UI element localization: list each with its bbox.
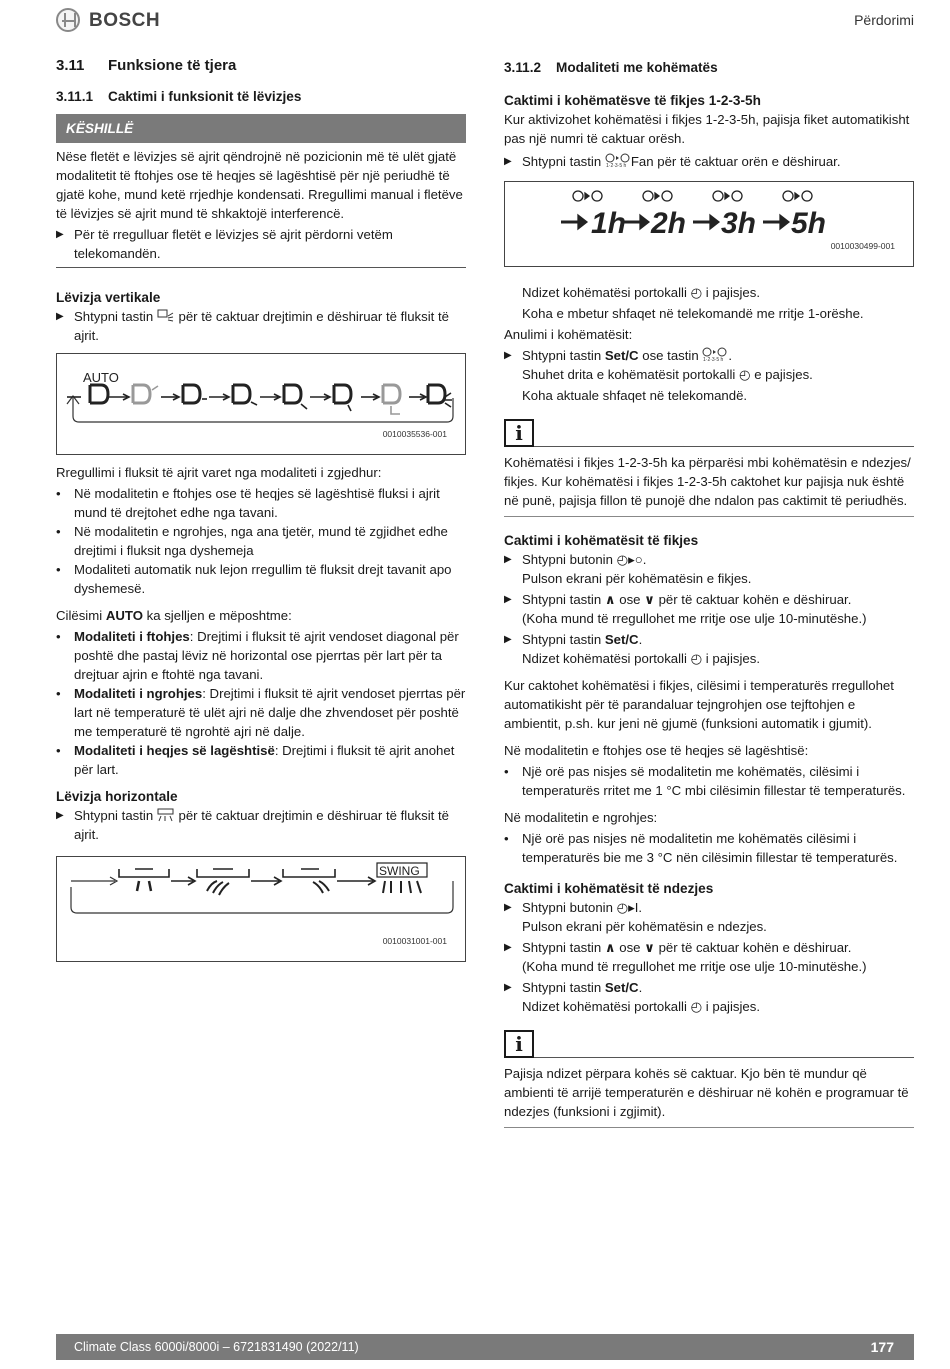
clock-icon: ◴ [690,285,703,300]
list-item: • Një orë pas nisjes së modalitetin me kohëmatës, cilësimi i temperaturës rritet me 1 °C mbi cilësimin fillestar të temperaturës. [504,764,906,798]
sleep-paragraph: Kur caktohet kohëmatësi i fikjes, cilësimi i temperaturës rregullohet automatikisht për të parandaluar tejngrohjen ose tejftohjen e ambientit, p.sh. kur jeni në gjumë (funksioni automatik i gjumit). [504,678,894,731]
bosch-logo [56,8,160,32]
hour-1: 1h [591,207,627,240]
step-arrow-icon: ▶ [504,594,512,605]
fixed-timer-title: Caktimi i kohëmatësve të fikjes 1-2-3-5h [504,93,761,108]
step-arrow-icon: ▶ [56,810,64,821]
product-info: Climate Class 6000i/8000i – 6721831490 (2022/11) [74,1340,359,1354]
horizontal-title: Lëvizja horizontale [56,789,178,804]
cancel-title: Anulimi i kohëmatësit: [504,327,633,342]
figure-id: 0010030499-001 [830,241,895,251]
off-step-2: ▶ Shtypni tastin ∧ ose ∨ për të caktuar kohën e dëshiruar. [504,592,852,607]
heading-3-11: 3.11 Funksione të tjera [56,57,237,74]
off-timer-title: Caktimi i kohëmatësit të fikjes [504,533,699,548]
horizontal-flow-figure [56,856,466,962]
timer-fan-key-icon [605,153,631,168]
off-step-3: ▶ Shtypni tastin Set/C. [504,632,643,647]
timer-sequence-figure [504,181,914,267]
swing-label: SWING [379,864,420,878]
flow-list [56,484,466,598]
hour-2: 2h [651,207,687,240]
hour-5: 5h [791,207,827,240]
step-arrow-icon: ▶ [504,350,512,361]
page-number: 177 [870,1339,894,1355]
auto-label: AUTO [83,370,119,385]
list-item: • Modaliteti i ftohjes: Drejtimi i fluksit të ajrit vendoset diagonal për poshtë dhe pastaj lëviz në horizontal ose pjerrtas për lart për ta drejtuar ajrin e ftohtë nga tavani. [56,629,459,682]
step-arrow-icon: ▶ [504,982,512,993]
svg-text:1·2·3·5 h: 1·2·3·5 h [605,163,627,168]
clock-icon: ◴ [690,651,703,666]
cool-list [504,762,914,800]
timer-fan-key-icon [702,347,728,362]
list-item: • Një orë pas nisjes në modalitetin me kohëmatës cilësimi i temperaturës bie me 3 °C nën cilësimin fillestar të temperaturës. [504,831,898,865]
list-item: • Modaliteti i heqjes së lagështisë: Drejtimi i fluksit të ajrit anohet për lart. [56,743,455,777]
auto-list [56,627,466,779]
horizontal-step: ▶ Shtypni tastin për të caktuar drejtimin e dëshiruar të fluksit të ajrit. [56,808,449,842]
down-arrow-icon: ∨ [644,592,655,607]
left-column [56,56,466,970]
advice-step: ▶ Për të rregulluar fletët e lëvizjes së ajrit përdorni vetëm telekomandën. [56,227,393,261]
step-arrow-icon: ▶ [56,229,64,240]
heat-list [504,829,914,867]
fixed-timer-result: Ndizet kohëmatësi portokalli ◴ i pajisjes. Koha e mbetur shfaqet në telekomandë me rritje 1-orëshe. [522,285,864,321]
up-arrow-icon: ∧ [604,940,616,955]
heading-3-11-2: 3.11.2 Modaliteti me kohëmatës [504,60,718,75]
info-icon: i [504,1030,534,1058]
section-name: Përdorimi [854,12,914,28]
svg-text:1·2·3·5 h: 1·2·3·5 h [703,357,724,362]
heat-title: Në modalitetin e ngrohjes: [504,810,658,825]
right-column: 3.11.2 Modaliteti me kohëmatës Caktimi i kohëmatësve të fikjes 1-2-3-5h Kur aktivizohet kohëmatësi i fikjes 1-2-3-5h, pajisja fiket automatikisht pas një numri të caktuar orësh. ▶ Shtypni tastin 1·2·3·5 h Fan për të caktuar orën e dëshiruar. 1h 2h 3h 5h 0010030499-001 Ndizet kohëmatësi portokalli ◴ i pajisjes. Koha e mbetur shfaqet në telekomandë me rritje 1-orëshe. Anulimi i kohëmatësit: ▶ Shtypni tastin Set/C ose tastin 1·2·3·5 h . Shuhet drita e kohëmatësit portokalli ◴ e pajisjes. Koha aktuale shfaqet në telekomandë. i Kohëmatësi i fikjes 1-2-3-5h ka përparësi mbi kohëmatësin e ndezjes/ fikjes. Kur kohëmatësi i fikjes 1-2-3-5h caktohet kur pajisja nuk është në punë, pajisja fillon të punojë dhe ndalon pas caktimit të periudhës. Caktimi i kohëmatësit të fikjes ▶ Shtypni butonin ◴▸○. Pulson ekrani për kohëmatësin e fikjes. ▶ Shtypni tastin ∧ ose ∨ për të caktuar kohën e dëshiruar. (Koha mund të rregullohet me rritje ose ulje 10-minutëshe.) ▶ Shtypni tastin Set/C. Ndizet kohëmatësi portokalli ◴ i pajisjes. Kur caktohet kohëmatësi i fikjes, cilësimi i temperaturës rregullohet automatikisht për të parandaluar tejngrohjen ose tejftohjen e ambientit, p.sh. kur jeni në gjumë (funksioni automatik i gjumit). Në modalitetin e ftohjes ose të heqjes së lagështisë: • Një orë pas nisjes së modalitetin me kohëmatës, cilësimi i temperaturës rritet me 1 °C mbi cilësimin fillestar të temperaturës. Në modalitetin e ngrohjes: • Një orë pas nisjes në modalitetin me kohëmatës cilësimi i temperaturës bie me 3 °C nën cilësimin fillestar të temperaturës. Caktimi i kohëmatësit të ndezjes ▶ Shtypni butonin ◴▸I. Pulson ekrani për kohëmatësin e ndezjes. ▶ Shtypni tastin ∧ ose ∨ për të caktuar kohën e dëshiruar. (Koha mund të rregullohet me rritje ose ulje 10-minutëshe.) ▶ Shtypni tastin Set/C. Ndizet kohëmatësi portokalli ◴ i pajisjes. i Pajisja ndizet përpara kohës së caktuar. Kjo bën të mundur që ambienti të arrijë temperaturën e dëshiruar në kohën e programuar të ndezjes (funksioni i zgjimit). [504,56,914,1128]
down-arrow-icon: ∨ [644,940,655,955]
step-arrow-icon: ▶ [504,902,512,913]
hour-3: 3h [721,207,757,240]
horizontal-swing-key-icon [157,808,175,822]
list-item: • Në modalitetin e ngrohjes, nga ana tjetër, mund të zgjidhet edhe drejtimi i fluksit nga dyshemeja [56,524,448,558]
list-item: • Modaliteti i ngrohjes: Drejtimi i fluksit të ajrit vendoset pjerrtas për lart në temperaturë të ulët ajri në dalje dhe zhvendoset për poshtë me temperaturë të ngrohtë ajri në dalje. [56,686,466,739]
page-header [56,6,914,36]
cancel-result: Shuhet drita e kohëmatësit portokalli ◴ e pajisjes. Koha aktuale shfaqet në telekomandë. [522,367,813,403]
brand-name: BOSCH [89,9,161,31]
timer-on-key-icon: ◴▸I [616,900,639,915]
vertical-swing-key-icon [157,309,175,323]
on-timer-title: Caktimi i kohëmatësit të ndezjes [504,881,714,896]
heading-3-11-1: 3.11.1 Caktimi i funksionit të lëvizjes [56,89,302,104]
vertical-title: Lëvizja vertikale [56,290,161,305]
figure-id: 0010035536-001 [382,429,447,439]
up-arrow-icon: ∧ [604,592,616,607]
page-footer [56,1334,914,1360]
step-arrow-icon: ▶ [504,634,512,645]
cool-title: Në modalitetin e ftohjes ose të heqjes së lagështisë: [504,743,809,758]
on-step-3: ▶ Shtypni tastin Set/C. [504,980,643,995]
on-step-2: ▶ Shtypni tastin ∧ ose ∨ për të caktuar kohën e dëshiruar. [504,940,852,955]
step-arrow-icon: ▶ [504,554,512,565]
advice-box [56,143,466,268]
bosch-armature-icon [56,8,80,32]
info-icon: i [504,419,534,447]
step-arrow-icon: ▶ [56,311,64,322]
clock-icon: ◴ [739,367,751,382]
fixed-timer-step: ▶ Shtypni tastin 1·2·3·5 h Fan për të caktuar orën e dëshiruar. [504,154,841,169]
auto-intro: Cilësimi AUTO ka sjelljen e mëposhtme: [56,608,292,623]
step-arrow-icon: ▶ [504,156,512,167]
flow-intro: Rregullimi i fluksit të ajrit varet nga modaliteti i zgjedhur: [56,465,382,480]
advice-label: KËSHILLË [56,114,466,143]
clock-icon: ◴ [690,999,703,1014]
info-box-2: i Pajisja ndizet përpara kohës së caktuar. Kjo bën të mundur që ambienti të arrijë temperaturën e dëshiruar në kohën e programuar të ndezjes (funksioni i zgjimit). [504,1030,914,1128]
list-item: • Në modalitetin e ftohjes ose të heqjes së lagështisë fluksi i ajrit mund të drejtohet edhe nga tavani. [56,486,440,520]
vertical-step: ▶ Shtypni tastin për të caktuar drejtimin e dëshiruar të fluksit të ajrit. [56,309,449,343]
fixed-timer-text: Kur aktivizohet kohëmatësi i fikjes 1-2-3-5h, pajisja fiket automatikisht pas një numri të caktuar orësh. [504,112,910,146]
timer-off-key-icon: ◴▸○ [616,552,643,567]
info-box-1: i Kohëmatësi i fikjes 1-2-3-5h ka përparësi mbi kohëmatësin e ndezjes/ fikjes. Kur kohëmatësi i fikjes 1-2-3-5h caktohet kur pajisja nuk është në punë, pajisja fillon të punojë dhe ndalon pas caktimit të periudhës. [504,419,914,517]
off-step-1: ▶ Shtypni butonin ◴▸○. [504,552,647,567]
list-item: • Modaliteti automatik nuk lejon rregullim të fluksit drejt tavanit apo dyshemesë. [56,562,452,596]
step-arrow-icon: ▶ [504,942,512,953]
on-step-1: ▶ Shtypni butonin ◴▸I. [504,900,643,915]
advice-text: Nëse fletët e lëvizjes së ajrit qëndrojnë në pozicionin më të ulët gjatë modalitetit të ftohjes ose të heqjes së lagështisë për një periudhë të gjatë kohe, mund ketë rrjedhje kondensati. Rregullimi manual i fletëve të lëvizjes së ajrit mund të shkaktojë interferencë. [56,149,463,221]
cancel-step: ▶ Shtypni tastin Set/C ose tastin 1·2·3·5 h . [504,348,733,363]
figure-id: 0010031001-001 [382,936,447,946]
vertical-flow-figure [56,353,466,455]
